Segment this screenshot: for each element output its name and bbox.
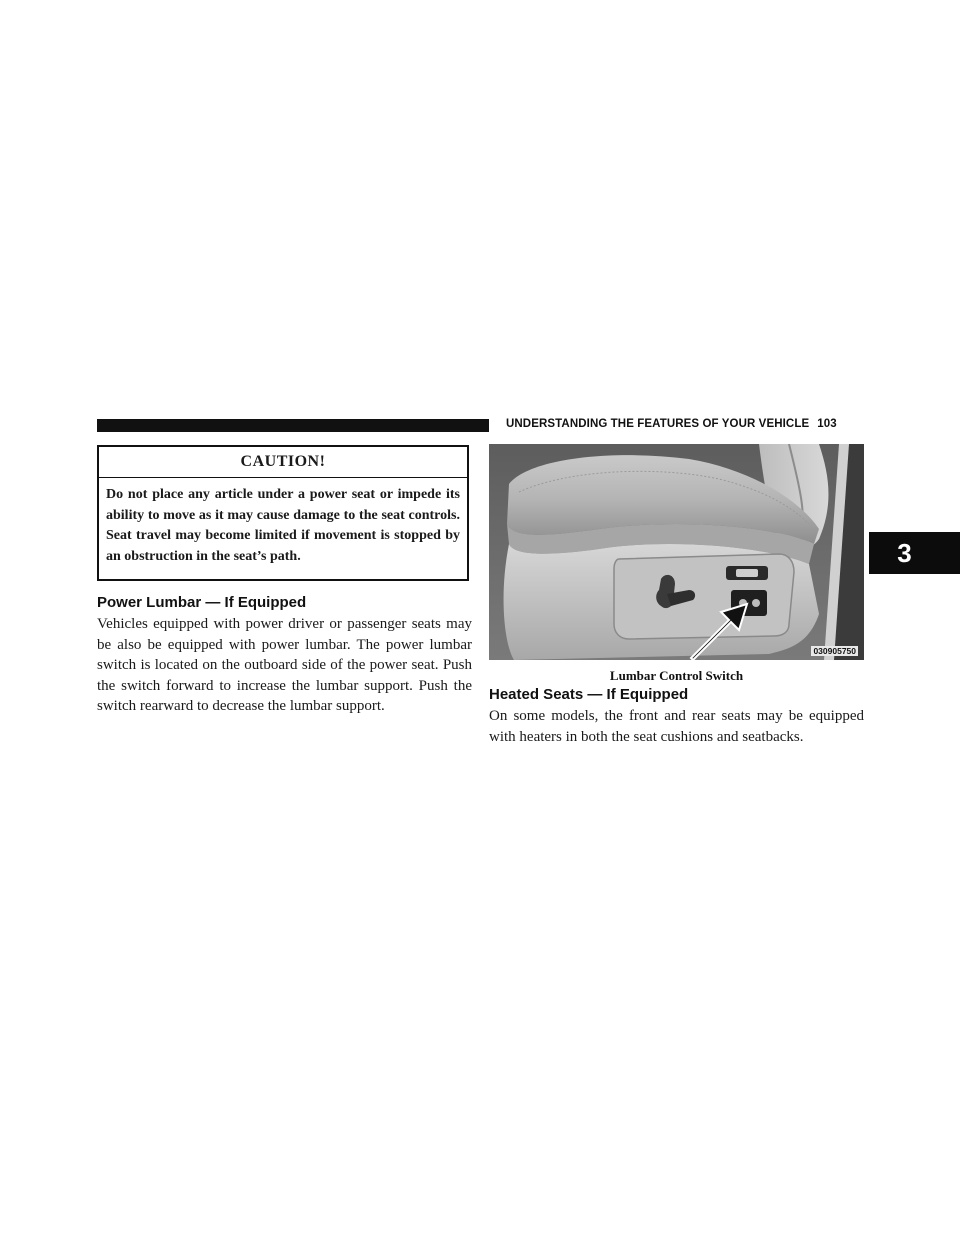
header-rule <box>97 419 489 432</box>
seat-photo <box>489 444 864 660</box>
power-lumbar-heading: Power Lumbar — If Equipped <box>97 594 307 611</box>
chapter-tab <box>869 532 960 574</box>
running-header <box>506 418 837 430</box>
heated-seats-heading: Heated Seats — If Equipped <box>489 686 689 703</box>
seat-illustration <box>489 444 864 660</box>
page-number: 103 <box>817 418 837 430</box>
power-lumbar-body: Vehicles equipped with power driver or passenger seats may be also be equipped with power lumbar. The power lumbar switch is located on the outboard side of the power seat. Push the switch forward to increase the lumbar support. Push the switch rearward to decrease the lumbar support. <box>97 616 472 714</box>
section-title: UNDERSTANDING THE FEATURES OF YOUR VEHICLE <box>506 418 810 430</box>
chapter-number: 3 <box>897 537 912 568</box>
image-code: 030905750 <box>813 646 856 656</box>
figure-caption: Lumbar Control Switch <box>609 668 744 683</box>
heated-seats-body: On some models, the front and rear seats may be equipped with heaters in both the seat cushions and seatbacks. <box>489 708 864 745</box>
caution-box <box>97 445 469 581</box>
caution-body: Do not place any article under a power seat or impede its ability to move as it may cause damage to the seat controls. Seat travel may become limited if movement is stopped by an obstruction in the seat’s path. <box>106 487 460 564</box>
caution-title: CAUTION! <box>99 447 467 478</box>
